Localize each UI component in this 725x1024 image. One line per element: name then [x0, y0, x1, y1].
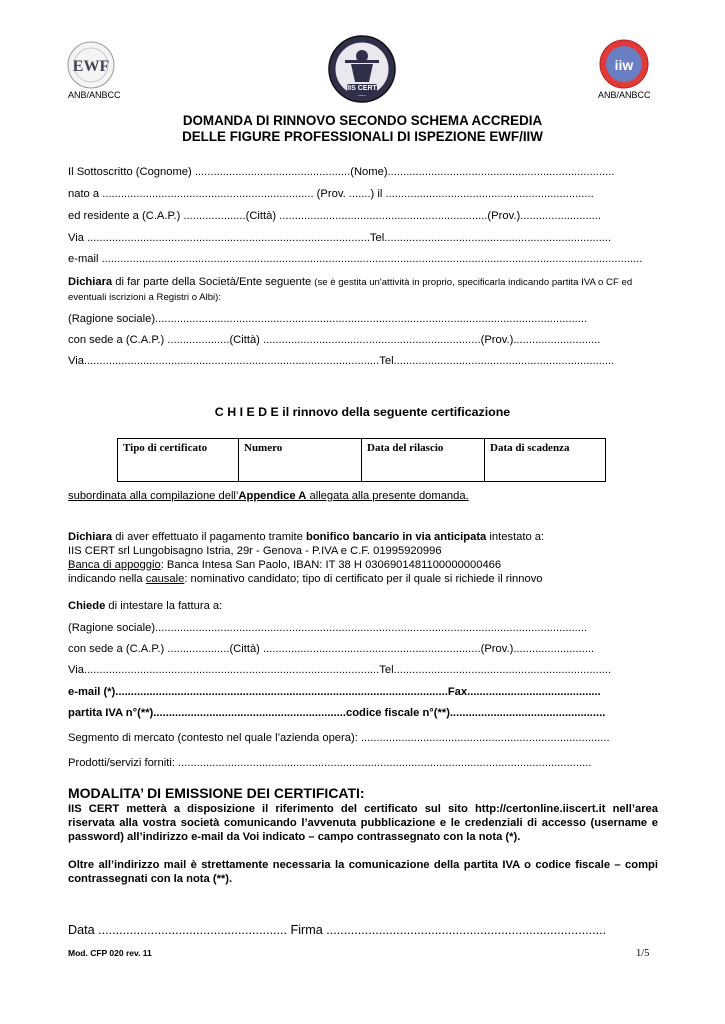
footer-module-code: Mod. CFP 020 rev. 11: [68, 948, 152, 958]
bank-text: : Banca Intesa San Paolo, IBAN: IT 38 H 0306901481100000000466: [160, 559, 502, 571]
document-title-line2: DELLE FIGURE PROFESSIONALI DI ISPEZIONE EWF/IIW: [182, 129, 543, 144]
modalities-title: MODALITA’ DI EMISSIONE DEI CERTIFICATI:: [68, 785, 365, 801]
cause-text: : nominativo candidato; tipo di certificato per il quale si richiede il rinnovo: [184, 573, 543, 585]
table-row: [118, 439, 606, 482]
invoice-seat-field[interactable]: con sede a (C.A.P.) ....................(Città) ......................................................................(Prov.)..........................: [68, 643, 595, 655]
cert-type-cell[interactable]: Tipo di certificato: [118, 439, 239, 482]
company-name-field[interactable]: (Ragione sociale)...........................................................................................................................................: [68, 313, 588, 325]
payment-line2: IIS CERT srl Lungobisagno Istria, 29r - Genova - P.IVA e C.F. 01995920996: [68, 545, 442, 557]
invoice-text: di intestare la fattura a:: [105, 600, 223, 612]
iiw-logo: [598, 38, 650, 90]
cause-pre: indicando nella: [68, 573, 146, 585]
products-field[interactable]: Prodotti/servizi forniti: .....................................................................................................................................: [68, 757, 592, 769]
svg-text:EWF: EWF: [72, 58, 110, 75]
invoice-name-field[interactable]: (Ragione sociale)...........................................................................................................................................: [68, 622, 588, 634]
applicant-email-field[interactable]: e-mail ..............................................................................................................................................................................: [68, 253, 643, 265]
invoice-email-field[interactable]: e-mail (*)...........................................................................................................Fax...........................................: [68, 686, 601, 698]
market-segment-field[interactable]: Segmento di mercato (contesto nel quale l’azienda opera): ................................................................................: [68, 732, 610, 744]
appendix-bold: Appendice A: [238, 490, 307, 502]
invoice-heading: [68, 599, 658, 613]
cert-number-cell[interactable]: Numero: [239, 439, 362, 482]
appendix-post: allegata alla presente domanda.: [306, 490, 469, 502]
company-declaration: [68, 275, 658, 305]
applicant-name-field[interactable]: Il Sottoscritto (Cognome) ..................................................(Nome).........................................................................: [68, 166, 615, 178]
signature-line[interactable]: Data ...................................................... Firma ................................................................................: [68, 923, 607, 937]
header-left-code: ANB/ANBCC: [68, 90, 121, 100]
ewf-logo: [66, 40, 116, 90]
payment-bank-line: [68, 558, 658, 572]
appendix-pre: subordinata alla compilazione dell’: [68, 490, 239, 502]
payment-text1: di aver effettuato il pagamento tramite: [112, 531, 306, 543]
certificate-table: [117, 438, 606, 482]
payment-bold1: Dichiara: [68, 531, 113, 543]
company-seat-field[interactable]: con sede a (C.A.P.) ....................(Città) ......................................................................(Prov.)............................: [68, 334, 601, 346]
declaration-text: di far parte della Società/Ente seguente: [112, 276, 315, 288]
company-street-field[interactable]: Via...............................................................................................Tel.......................................................................: [68, 355, 615, 367]
applicant-residence-field[interactable]: ed residente a (C.A.P.) ....................(Città) ...................................................................(Prov.)..........................: [68, 210, 601, 222]
iis-cert-logo: [327, 34, 397, 104]
payment-bold2: bonifico bancario in via anticipata: [305, 531, 487, 543]
payment-cause-line: [68, 572, 658, 586]
request-heading-spaced: C H I E D E: [214, 405, 279, 419]
appendix-note: [68, 489, 658, 503]
modalities-paragraph2: Oltre all’indirizzo mail è strettamente necessaria la comunicazione della partita IVA o codice fiscale – compi contrassegnati con la nota (**).: [68, 859, 658, 885]
request-heading: [0, 405, 725, 419]
footer-page-number: 1/5: [636, 948, 650, 959]
invoice-vat-field[interactable]: partita IVA n°(**)..............................................................codice fiscale n°(**)..................................................: [68, 707, 606, 719]
payment-text2: intestato a:: [486, 531, 545, 543]
invoice-bold: Chiede: [68, 600, 106, 612]
cert-issue-date-cell[interactable]: Data del rilascio: [362, 439, 485, 482]
applicant-birth-field[interactable]: nato a .................................................................... (Prov. .......) il ...................................................................: [68, 188, 594, 200]
payment-line1: [68, 530, 658, 544]
cert-expiry-date-cell[interactable]: Data di scadenza: [485, 439, 606, 482]
iis-cert-logo-text: IIS CERT: [347, 85, 377, 92]
request-heading-rest: il rinnovo della seguente certificazione: [278, 405, 511, 419]
document-title-line1: DOMANDA DI RINNOVO SECONDO SCHEMA ACCREDIA: [182, 113, 543, 128]
bank-label: Banca di appoggio: [68, 559, 161, 571]
declaration-bold: Dichiara: [68, 276, 113, 288]
applicant-street-field[interactable]: Via ...........................................................................................Tel.........................................................................: [68, 232, 612, 244]
declaration-note: (se è gestita un'attività in proprio, specificarla indicando partita IVA o CF ed eventuali iscrizioni a Registri o Albi):: [68, 277, 633, 303]
invoice-street-field[interactable]: Via...............................................................................................Tel......................................................................: [68, 664, 612, 676]
header-right-code: ANB/ANBCC: [598, 90, 651, 100]
modalities-paragraph1: IIS CERT metterà a disposizione il riferimento del certificato sul sito http://certonline.iiscert.it nell’area riservata alla vostra società comunicando l’avvenuta pubblicazione e le credenziali di accesso (username e password) all’indirizzo e-mail da Voi indicato – campo contrassegnato con la nota (*).: [68, 803, 658, 843]
svg-text:iiw: iiw: [614, 57, 634, 73]
cause-label: causale: [145, 573, 185, 585]
